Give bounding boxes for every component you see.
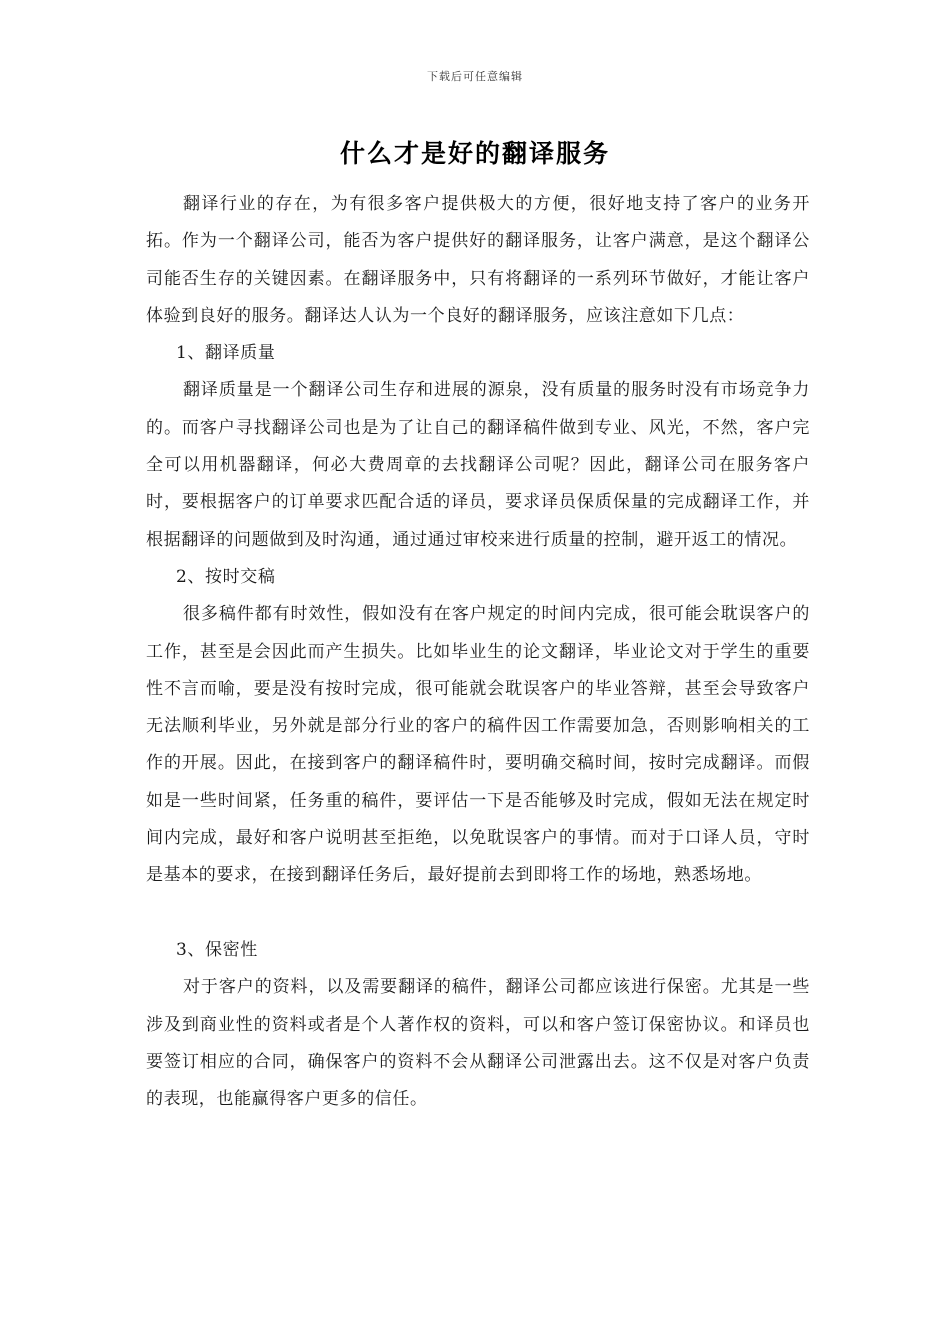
section-heading-deadline: 2、按时交稿 bbox=[176, 566, 276, 587]
section-heading-quality: 1、翻译质量 bbox=[176, 343, 276, 364]
intro-paragraph: 翻译行业的存在，为有很多客户提供极大的方便，很好地支持了客户的业务开拓。作为一个翻译公司，能否为客户提供好的翻译服务，让客户满意，是这个翻译公司能否生存的关键因素。在翻译服务中，只有将翻译的一系列环节做好，才能让客户体验到良好的服务。翻译达人认为一个良好的翻译服务，应该注意如下几点： bbox=[146, 194, 810, 326]
section-paragraph-quality: 翻译质量是一个翻译公司生存和进展的源泉，没有质量的服务时没有市场竞争力的。而客户寻找翻译公司也是为了让自己的翻译稿件做到专业、风光，不然，客户完全可以用机器翻译，何必大费周章的去找翻译公司呢？因此，翻译公司在服务客户时，要根据客户的订单要求匹配合适的译员，要求译员保质保量的完成翻译工作，并根据翻译的问题做到及时沟通，通过通过审校来进行质量的控制，避开返工的情况。 bbox=[146, 380, 810, 550]
blank-line bbox=[146, 895, 810, 932]
section-heading-confidentiality: 3、保密性 bbox=[176, 939, 258, 960]
header-note: 下载后可任意编辑 bbox=[427, 70, 523, 83]
document-body bbox=[146, 186, 810, 1118]
section-paragraph-confidentiality: 对于客户的资料，以及需要翻译的稿件，翻译公司都应该进行保密。尤其是一些涉及到商业性的资料或者是个人著作权的资料，可以和客户签订保密协议。和译员也要签订相应的合同，确保客户的资料不会从翻译公司泄露出去。这不仅是对客户负责的表现，也能赢得客户更多的信任。 bbox=[146, 977, 810, 1110]
page-title: 什么才是好的翻译服务 bbox=[339, 139, 610, 168]
section-paragraph-deadline: 很多稿件都有时效性，假如没有在客户规定的时间内完成，很可能会耽误客户的工作，甚至是会因此而产生损失。比如毕业生的论文翻译，毕业论文对于学生的重要性不言而喻，要是没有按时完成，很可能就会耽误客户的毕业答辩，甚至会导致客户无法顺利毕业，另外就是部分行业的客户的稿件因工作需要加急，否则影响相关的工作的开展。因此，在接到客户的翻译稿件时，要明确交稿时间，按时完成翻译。而假如是一些时间紧，任务重的稿件，要评估一下是否能够及时完成，假如无法在规定时间内完成，最好和客户说明甚至拒绝，以免耽误客户的事情。而对于口译人员，守时是基本的要求，在接到翻译任务后，最好提前去到即将工作的场地，熟悉场地。 bbox=[146, 604, 810, 886]
